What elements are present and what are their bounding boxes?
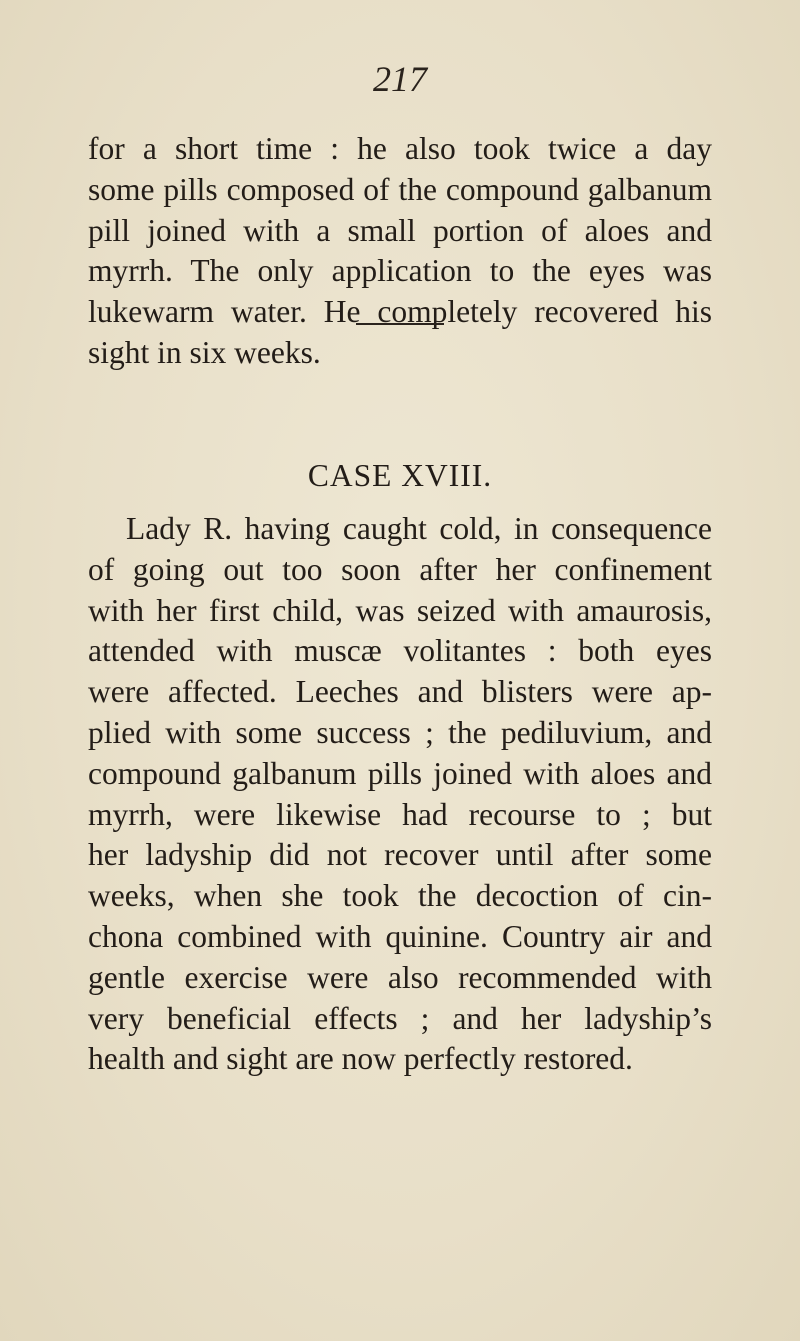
text-line: myrrh. The only application to the eyes was bbox=[88, 253, 712, 289]
text-line: chona combined with quinine. Country air and bbox=[88, 918, 712, 954]
text-line: compound galbanum pills joined with aloes and bbox=[88, 755, 712, 791]
text-line: for a short time : he also took twice a day bbox=[88, 131, 712, 166]
text-line: sight in six weeks. bbox=[88, 334, 321, 370]
text-line: pill joined with a small portion of aloes and bbox=[88, 212, 712, 248]
text-line: her ladyship did not recover until after some bbox=[88, 837, 712, 873]
text-line: lukewarm water. He completely recovered his bbox=[88, 294, 712, 330]
paragraph-continuation bbox=[88, 129, 712, 374]
text-line: of going out too soon after her confinement bbox=[88, 551, 712, 587]
text-line: attended with muscæ volitantes : both eyes bbox=[88, 633, 712, 669]
text-line: weeks, when she took the decoction of cin- bbox=[88, 878, 712, 914]
text-line: with her first child, was seized with amaurosis, bbox=[88, 592, 712, 628]
text-line: were affected. Leeches and blisters were ap- bbox=[88, 674, 712, 710]
case-paragraph bbox=[88, 509, 712, 1080]
text-line: very beneficial effects ; and her ladyship’s bbox=[88, 1000, 712, 1036]
text-line: myrrh, were likewise had recourse to ; but bbox=[88, 796, 712, 832]
text-line: plied with some success ; the pediluvium, and bbox=[88, 714, 712, 750]
case-heading: CASE XVIII. bbox=[307, 458, 493, 493]
text-line: health and sight are now perfectly restored. bbox=[88, 1041, 633, 1077]
text-line: Lady R. having caught cold, in consequence bbox=[126, 511, 712, 546]
text-line: gentle exercise were also recommended with bbox=[88, 959, 712, 995]
text-line: some pills composed of the compound galbanum bbox=[88, 171, 712, 207]
page-number: 217 bbox=[373, 59, 427, 99]
section-divider bbox=[356, 323, 444, 325]
